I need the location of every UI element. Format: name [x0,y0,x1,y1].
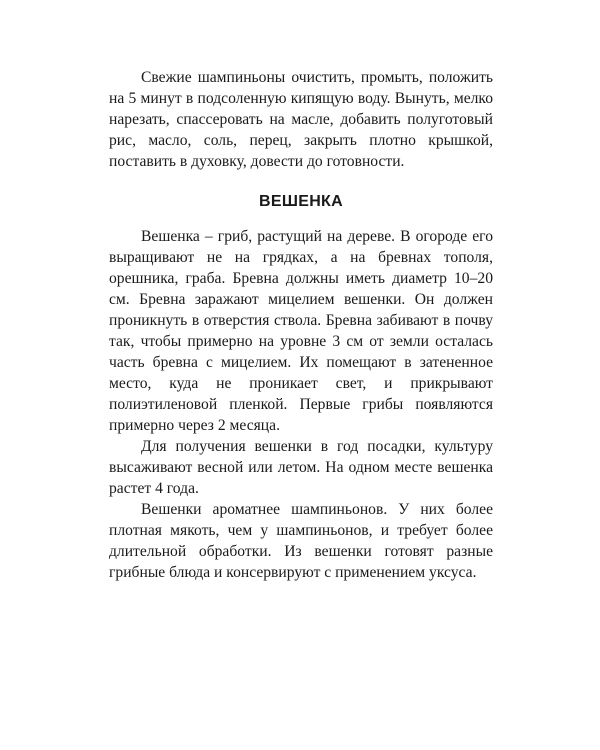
page-content [109,67,493,583]
section-paragraph-1: Вешенка – гриб, растущий на дереве. В огороде его выращивают не на грядках, а на бревнах тополя, орешника, граба. Бревна должны иметь диаметр 10–20 см. Бревна заражают мицелием вешенки. Он должен проникнуть в отверстия ствола. Бревна забивают в почву так, чтобы примерно на уровне 3 см от земли осталась часть бревна с мицелием. Их помещают в затененное место, куда не проникает свет, и прикрывают полиэтиленовой пленкой. Первые грибы появляются примерно через 2 месяца. [109,228,493,434]
section-heading: ВЕШЕНКА [259,193,343,210]
intro-paragraph: Свежие шампиньоны очистить, промыть, положить на 5 минут в подсоленную кипящую воду. Вынуть, мелко нарезать, спассеровать на масле, добавить полуготовый рис, масло, соль, перец, закрыть плотно крышкой, поставить в духовку, довести до готовности. [109,69,493,170]
section-paragraph-2: Для получения вешенки в год посадки, культуру высаживают весной или летом. На одном месте вешенка растет 4 года. [109,438,493,497]
section-paragraph-3: Вешенки ароматнее шампиньонов. У них более плотная мякоть, чем у шампиньонов, и требует более длительной обработки. Из вешенки готовят разные грибные блюда и консервируют с применением уксуса. [109,501,493,581]
